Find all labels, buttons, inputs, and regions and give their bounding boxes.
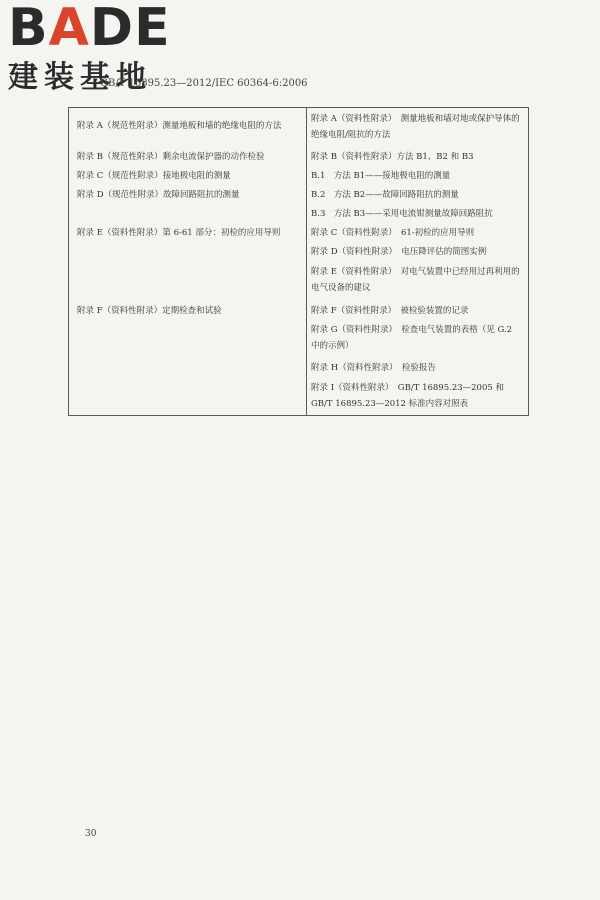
right-appendix-h: 附录 H（资料性附录） 检验报告	[311, 363, 436, 373]
logo-letter-a: A	[48, 0, 90, 58]
logo-wordmark	[8, 0, 178, 58]
right-appendix-a: 附录 A（资料性附录） 测量地板和墙对地或保护导体的绝缘电阻/阻抗的方法	[311, 114, 520, 140]
left-appendix-a: 附录 A（规范性附录）测量地板和墙的绝缘电阻的方法	[77, 121, 282, 131]
column-divider	[306, 108, 307, 415]
logo-subtitle: 建装基地	[8, 60, 152, 95]
right-appendix-b: 附录 B（资料性附录）方法 B1、B2 和 B3	[311, 152, 474, 162]
left-appendix-f: 附录 F（资料性附录）定期检查和试验	[77, 306, 222, 316]
logo-letter-d: D	[89, 0, 135, 58]
page-number: 30	[85, 829, 97, 839]
right-appendix-f: 附录 F（资料性附录） 被检验装置的记录	[311, 306, 469, 316]
left-appendix-c: 附录 C（规范性附录）接地极电阻的测量	[77, 171, 231, 181]
right-appendix-d: 附录 D（资料性附录） 电压降评估的简图实例	[311, 247, 487, 257]
left-appendix-d: 附录 D（规范性附录）故障回路阻抗的测量	[77, 190, 240, 200]
left-appendix-e: 附录 E（资料性附录）第 6-61 部分：初检的应用导则	[77, 228, 281, 238]
right-appendix-e: 附录 E（资料性附录） 对电气装置中已经用过再利用的电气设备的建议	[311, 267, 520, 293]
appendix-comparison-table	[68, 107, 529, 416]
right-appendix-g: 附录 G（资料性附录） 检查电气装置的表格（见 G.2 中的示例）	[311, 325, 513, 351]
logo-letter-e: E	[134, 0, 171, 58]
right-appendix-c: 附录 C（资料性附录） 61-初检的应用导则	[311, 228, 475, 238]
right-clause-b2: B.2 方法 B2——故障回路阻抗的测量	[311, 190, 459, 200]
standard-number-header: GB/T 16895.23—2012/IEC 60364-6:2006	[100, 78, 308, 89]
left-appendix-b: 附录 B（规范性附录）剩余电流保护器的动作检验	[77, 152, 265, 162]
right-clause-b3: B.3 方法 B3——采用电流钳测量故障回路阻抗	[311, 209, 493, 219]
logo-letter-b: B	[8, 0, 49, 58]
right-appendix-i: 附录 I（资料性附录） GB/T 16895.23—2005 和 GB/T 16895.23—2012 标准内容对照表	[311, 383, 504, 409]
right-clause-b1: B.1 方法 B1——接地极电阻的测量	[311, 171, 451, 181]
